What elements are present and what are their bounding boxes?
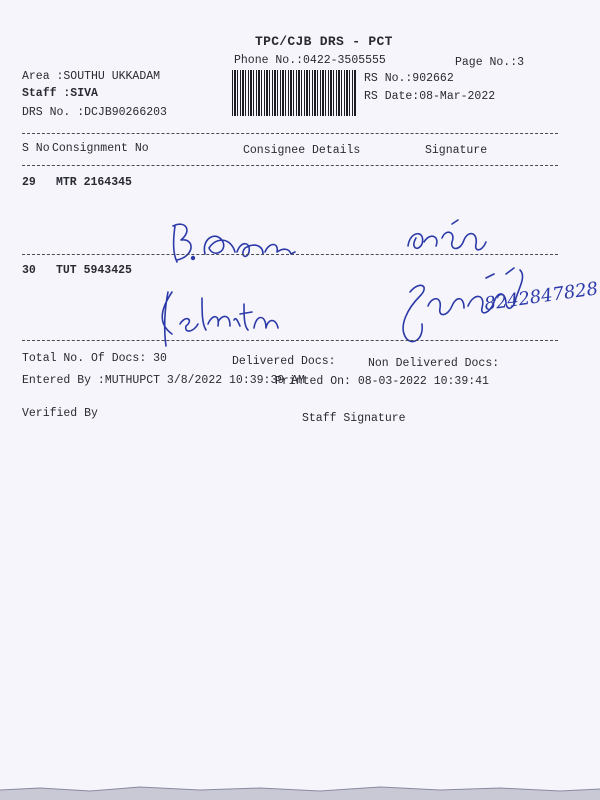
rs-number: RS No.:902662 [364,72,454,85]
total-docs: Total No. Of Docs: 30 [22,352,167,365]
handwritten-consignee-name [150,284,290,352]
printed-on: Printed On: 08-03-2022 10:39:41 [275,375,489,388]
column-header-consignment: Consignment No [52,142,149,155]
entered-by: Entered By :MUTHUPCT 3/8/2022 10:39:39 AM [22,374,305,387]
staff-signature: Staff Signature [302,412,406,425]
column-header-consignee: Consignee Details [243,144,361,157]
phone-number: Phone No.:0422-3505555 [234,54,386,67]
staff-label: Staff :SIVA [22,87,98,100]
document-title: TPC/CJB DRS - PCT [255,34,393,49]
row-sno: 30 [22,264,36,277]
drs-number: DRS No. :DCJB90266203 [22,106,167,119]
page-number: Page No.:3 [455,56,525,69]
divider [22,133,558,134]
non-delivered-docs: Non Delivered Docs: [368,357,500,370]
barcode-image [232,70,356,116]
column-header-signature: Signature [425,144,488,157]
verified-by: Verified By [22,407,98,420]
handwritten-phone-number: 8242847828 [483,278,600,315]
row-consignment-no: MTR 2164345 [56,176,132,189]
area-label: Area :SOUTHU UKKADAM [22,70,161,83]
divider [22,165,558,166]
divider [22,340,558,341]
column-header-sno: S No [22,142,50,155]
rs-date: RS Date:08-Mar-2022 [364,90,496,103]
delivered-docs: Delivered Docs: [232,355,336,368]
divider [22,254,558,255]
row-consignment-no: TUT 5943425 [56,264,132,277]
scan-edge-decoration [0,782,600,800]
row-sno: 29 [22,176,36,189]
handwritten-consignee-name [165,212,315,270]
